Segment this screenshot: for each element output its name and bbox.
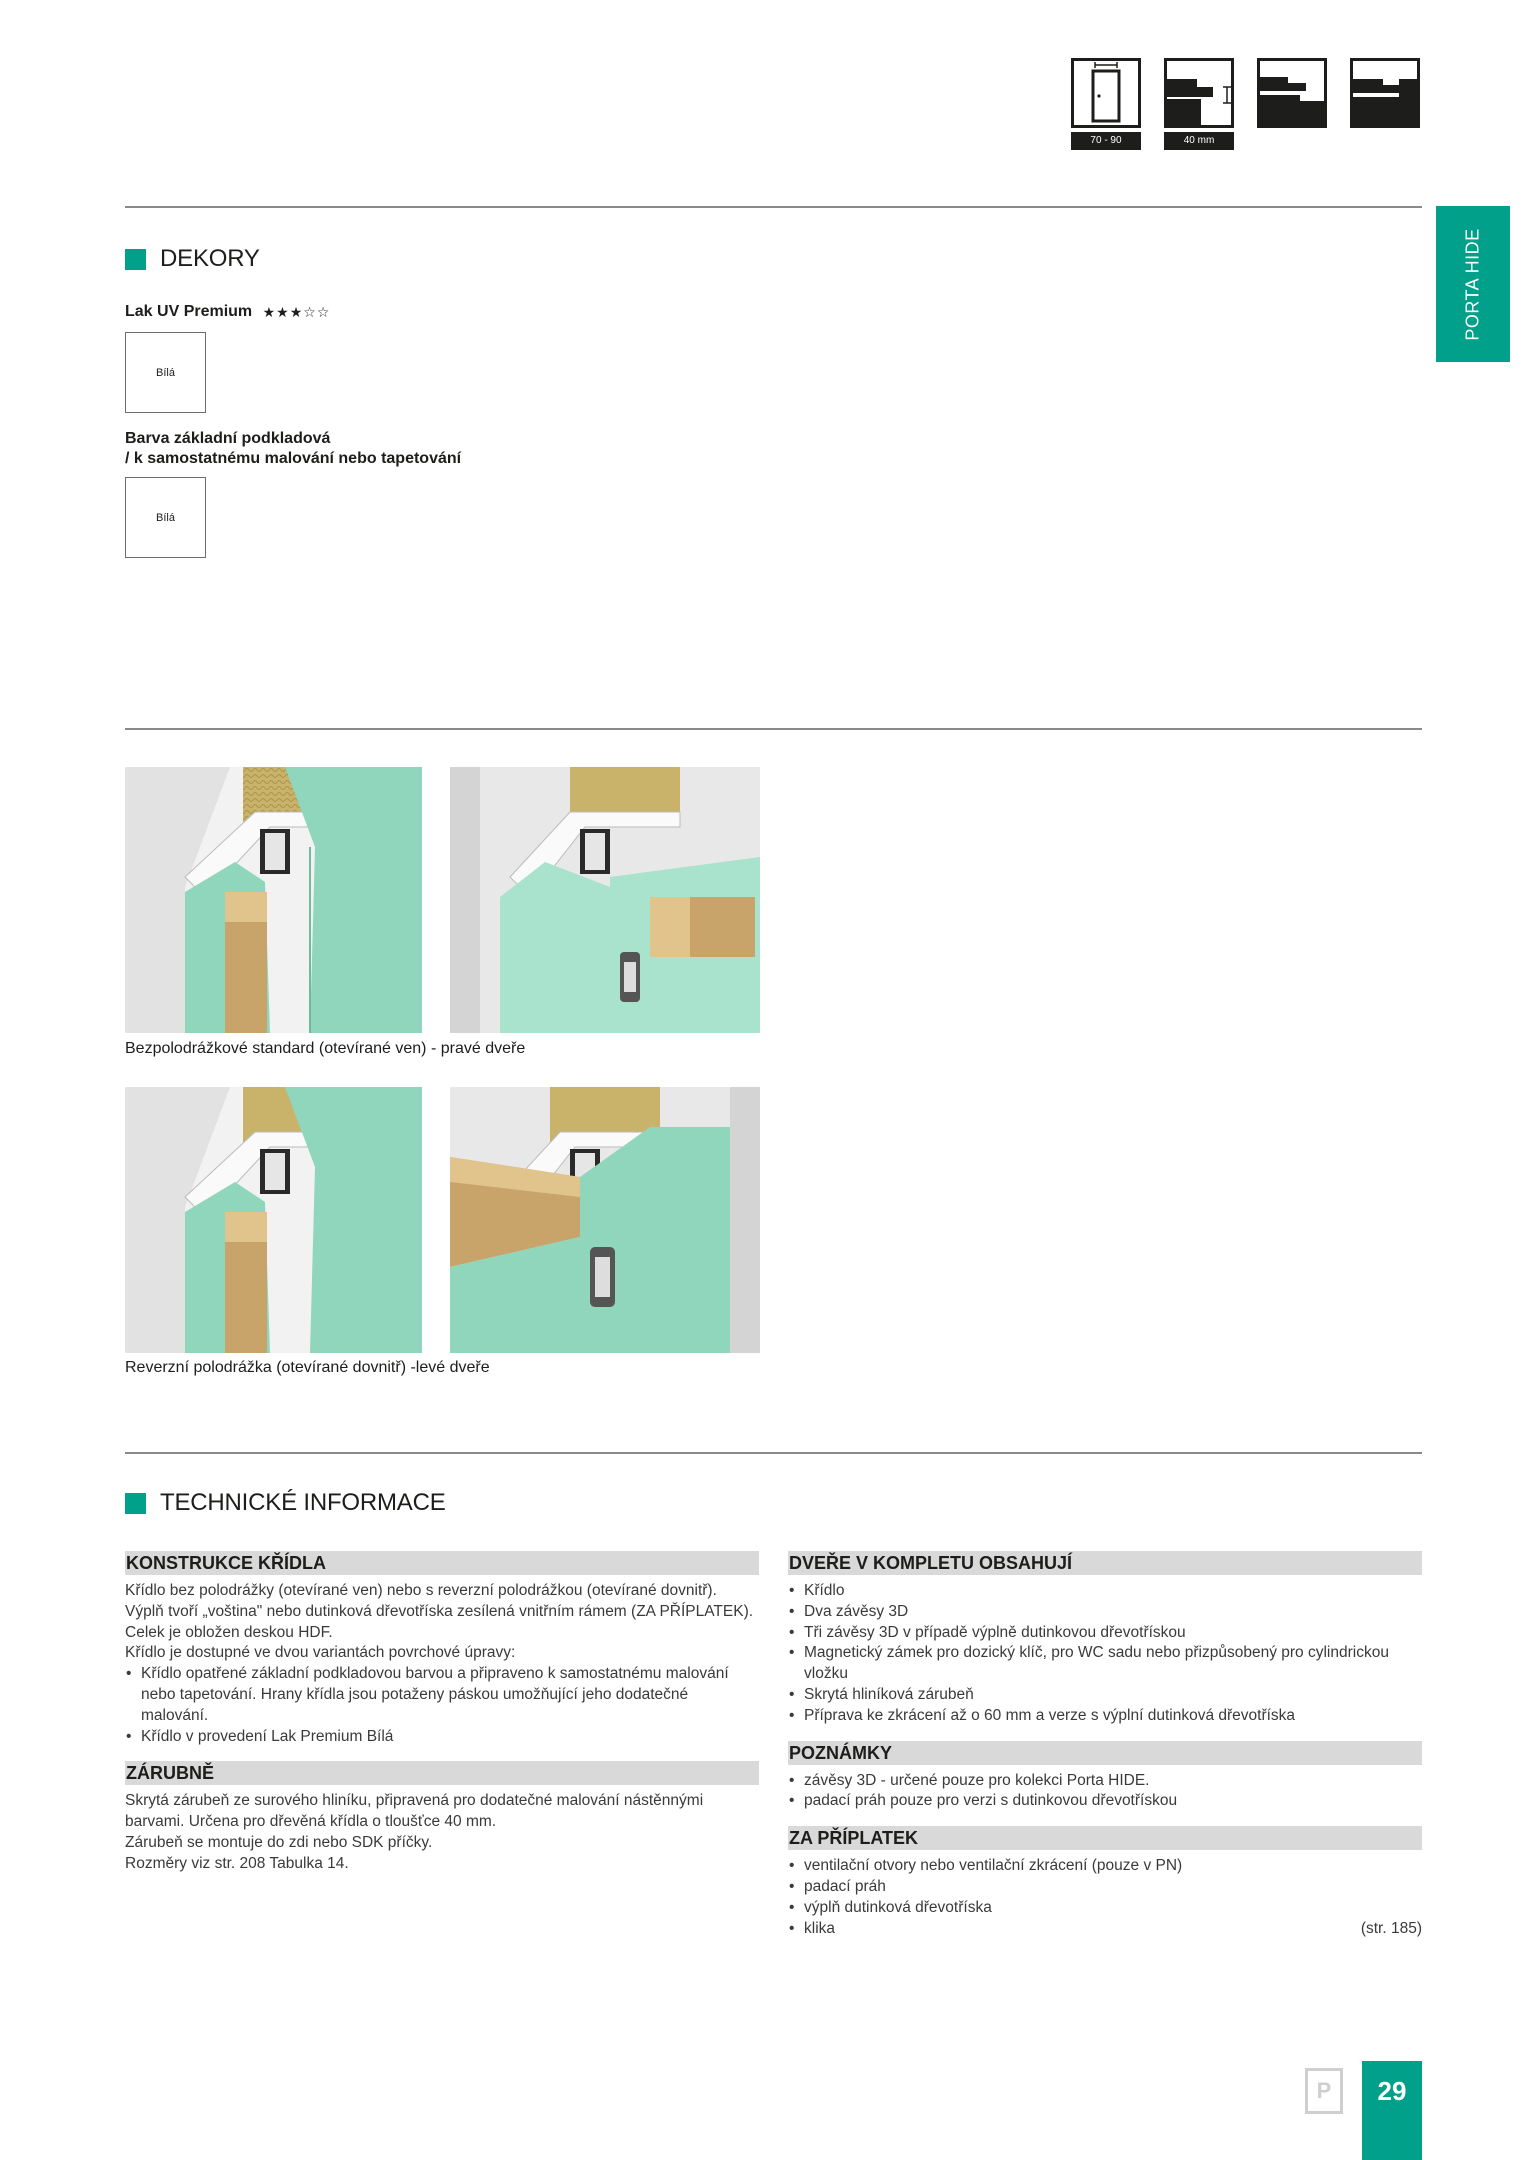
divider [125,206,1422,208]
swatch-podkladova-bila [125,477,206,558]
konstrukce-line: Křídlo bez polodrážky (otevírané ven) nebo s reverzní polodrážkou (otevírané dovnitř). [125,1582,717,1599]
list-item: • Skrytá hliníková zárubeň [788,1685,1422,1706]
zarubne-line: Zárubeň se montuje do zdi nebo SDK příčky. [125,1833,433,1851]
star-empty-icon: ☆ [316,304,330,320]
frame-profile-alt-icon [1350,58,1420,128]
list-item: • Křídlo v provedení Lak Premium Bílá [125,1727,759,1748]
swatch-label: Bílá [156,511,175,524]
tech-title: TECHNICKÉ INFORMACE [160,1489,446,1516]
zarubne-heading: ZÁRUBNĚ [125,1761,759,1785]
list-item: • Tři závěsy 3D v případě výplně dutinkovou dřevotřískou [788,1623,1422,1644]
konstrukce-list [125,1664,759,1747]
poznamky-list [788,1771,1422,1813]
list-item: • padací práh [788,1877,1422,1898]
swatch-label: Bílá [156,366,175,379]
side-tab-label: PORTA HIDE [1462,227,1483,341]
divider [125,728,1422,730]
swatch-lak-bila [125,332,206,413]
konstrukce-heading: KONSTRUKCE KŘÍDLA [125,1551,759,1575]
finish2-name-line1: Barva základní podkladová [125,430,331,447]
page-reference: (str. 185) [1360,1919,1422,1937]
list-item [788,1919,1422,1940]
konstrukce-text [125,1581,759,1747]
door-thickness-icon [1164,58,1234,128]
konstrukce-line: Celek je obložen deskou HDF. [125,1623,333,1641]
door-section-image-4 [450,1087,760,1353]
priplatek-list [788,1856,1422,1939]
finish2-name-line2: / k samostatnému malování nebo tapetování [125,450,462,467]
finish1-label [125,302,329,322]
komplet-heading: DVEŘE V KOMPLETU OBSAHUJÍ [788,1551,1422,1575]
top-icons [1071,58,1420,150]
door-width-label: 70 - 90 [1071,132,1141,150]
list-item: • Křídlo [788,1581,1422,1602]
konstrukce-line: Křídlo je dostupné ve dvou variantách povrchové úpravy: [125,1644,516,1662]
star-filled-icon: ★ [276,304,289,320]
priplatek-heading: ZA PŘÍPLATEK [788,1826,1422,1850]
door-section-image-3 [125,1087,422,1353]
image-caption-1: Bezpolodrážkové standard (otevírané ven) - pravé dveře [125,1040,526,1057]
dekory-header [125,245,260,273]
page-number: 29 [1362,2061,1422,2160]
finish1-name: Lak UV Premium [125,303,253,320]
section-marker-icon [125,249,146,270]
komplet-list [788,1581,1422,1727]
zarubne-line: Skrytá zárubeň ze surového hliníku, připravená pro dodatečné malování nástěnnými barvami. Určena pro dřevěná křídla o tloušťce 40 mm. [125,1792,704,1831]
list-item: • Dva závěsy 3D [788,1602,1422,1623]
list-item: • ventilační otvory nebo ventilační zkrácení (pouze v PN) [788,1856,1422,1877]
door-width-icon [1071,58,1141,128]
list-item: • závěsy 3D - určené pouze pro kolekci Porta HIDE. [788,1771,1422,1792]
tech-header [125,1489,446,1517]
door-width-icon-group [1071,58,1141,150]
konstrukce-line: Výplň tvoří „voština" nebo dutinková dřevotříska zesílená vnitřním rámem (ZA PŘÍPLATEK). [125,1602,754,1620]
star-empty-icon: ☆ [303,304,316,320]
zarubne-text [125,1791,759,1874]
list-item: • Magnetický zámek pro dozický klíč, pro WC sadu nebo přizpůsobený pro cylindrickou vložku [788,1643,1422,1685]
list-item: • Křídlo opatřené základní podkladovou barvou a připraveno k samostatnému malování nebo tapetování. Hrany křídla jsou potaženy páskou umožňující jeho dodatečné malování. [125,1664,759,1726]
rating-stars [263,304,330,320]
poznamky-heading: POZNÁMKY [788,1741,1422,1765]
list-item-text: klika [804,1919,836,1937]
finish2-label [125,429,461,469]
frame-profile-icon-group [1257,58,1327,150]
star-filled-icon: ★ [289,304,303,320]
image-caption-2: Reverzní polodrážka (otevírané dovnitř) -levé dveře [125,1359,490,1376]
tech-right-column [788,1551,1422,1939]
door-section-image-1 [125,767,422,1033]
frame-profile-icon [1257,58,1327,128]
brand-logo-icon: P [1305,2068,1343,2114]
star-filled-icon: ★ [262,304,276,320]
list-item: • výplň dutinková dřevotříska [788,1898,1422,1919]
frame-profile-alt-icon-group [1350,58,1420,150]
zarubne-line: Rozměry viz str. 208 Tabulka 14. [125,1854,349,1872]
section-marker-icon [125,1493,146,1514]
list-item: • padací práh pouze pro verzi s dutinkovou dřevotřískou [788,1791,1422,1812]
side-tab [1436,206,1510,362]
dekory-title: DEKORY [160,245,260,272]
tech-left-column [125,1551,759,1875]
list-item: • Příprava ke zkrácení až o 60 mm a verze s výplní dutinková dřevotříska [788,1706,1422,1727]
door-thickness-icon-group [1164,58,1234,150]
door-thickness-label: 40 mm [1164,132,1234,150]
divider [125,1452,1422,1454]
door-section-image-2 [450,767,760,1033]
